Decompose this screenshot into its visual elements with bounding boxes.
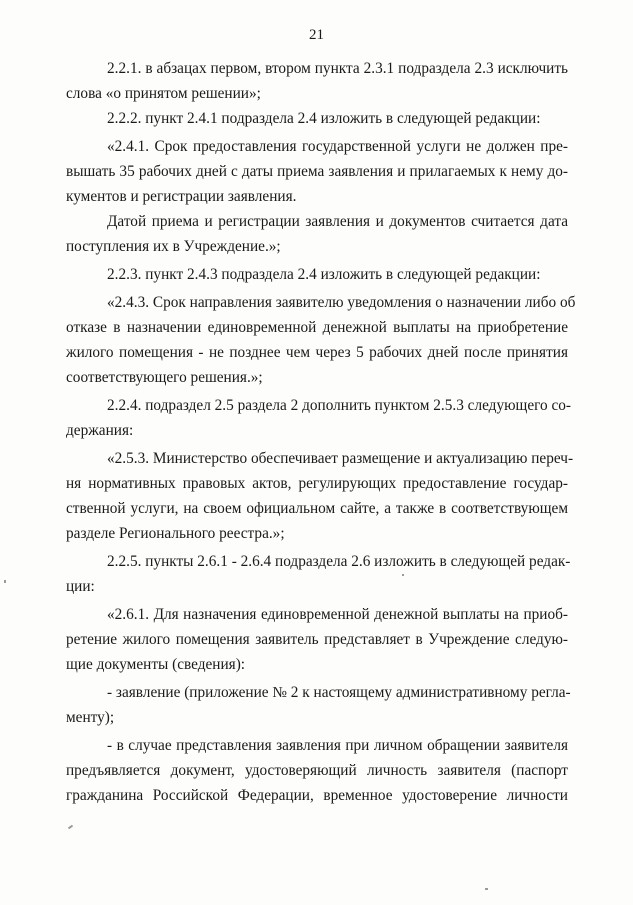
text-line: «2.5.3. Министерство обеспечивает размещение и актуализацию переч-	[107, 450, 574, 467]
text-line: Датой приема и регистрации заявления и документов считается дата	[107, 213, 568, 230]
text-line: - в случае представления заявления при личном обращении заявителя	[107, 737, 568, 754]
text-line: предъявляется документ, удостоверяющий личность заявителя (паспорт	[66, 762, 568, 779]
text-line: «2.6.1. Для назначения единовременной денежной выплаты на приоб-	[107, 606, 568, 623]
text-line: 2.2.5. пункты 2.6.1 - 2.6.4 подраздела 2.6 изложить в следующей редак-	[107, 553, 571, 570]
text-line: 2.2.3. пункт 2.4.3 подраздела 2.4 изложить в следующей редакции:	[107, 266, 541, 283]
text-line: ственной услуги, на своем официальном сайте, а также в соответствующем	[66, 500, 568, 517]
text-line: разделе Регионального реестра.»;	[66, 525, 285, 542]
text-line: слова «о принятом решении»;	[66, 85, 261, 102]
scan-speck	[402, 574, 404, 576]
page-number: 21	[309, 27, 324, 43]
text-line: кументов и регистрации заявления.	[66, 188, 297, 205]
text-line: вышать 35 рабочих дней с даты приема заявления и прилагаемых к нему до-	[66, 163, 568, 180]
text-line: жилого помещения - не позднее чем через 5 рабочих дней после принятия	[66, 344, 568, 361]
scan-speck	[485, 888, 488, 890]
text-line: менту);	[66, 709, 115, 726]
text-line: щие документы (сведения):	[66, 656, 246, 673]
text-line: 2.2.4. подраздел 2.5 раздела 2 дополнить пунктом 2.5.3 следующего со-	[107, 397, 571, 414]
scan-speck	[68, 825, 73, 830]
scan-speck	[4, 580, 6, 583]
text-line: поступления их в Учреждение.»;	[66, 238, 281, 255]
text-line: ня нормативных правовых актов, регулирующих предоставление государ-	[66, 475, 568, 492]
text-line: отказе в назначении единовременной денежной выплаты на приобретение	[66, 319, 568, 336]
text-line: держания:	[66, 422, 134, 439]
text-line: «2.4.1. Срок предоставления государственной услуги не должен пре-	[107, 138, 568, 155]
text-line: - заявление (приложение № 2 к настоящему административному регла-	[107, 684, 571, 701]
text-line: гражданина Российской Федерации, временное удостоверение личности	[66, 787, 568, 804]
text-line: ретение жилого помещения заявитель представляет в Учреждение следую-	[66, 631, 568, 648]
text-line: 2.2.1. в абзацах первом, втором пункта 2.3.1 подраздела 2.3 исключить	[107, 60, 568, 77]
text-line: 2.2.2. пункт 2.4.1 подраздела 2.4 изложить в следующей редакции:	[107, 110, 541, 127]
text-line: ции:	[66, 578, 95, 595]
text-line: соответствующего решения.»;	[66, 369, 263, 386]
text-line: «2.4.3. Срок направления заявителю уведомления о назначении либо об	[107, 294, 576, 311]
